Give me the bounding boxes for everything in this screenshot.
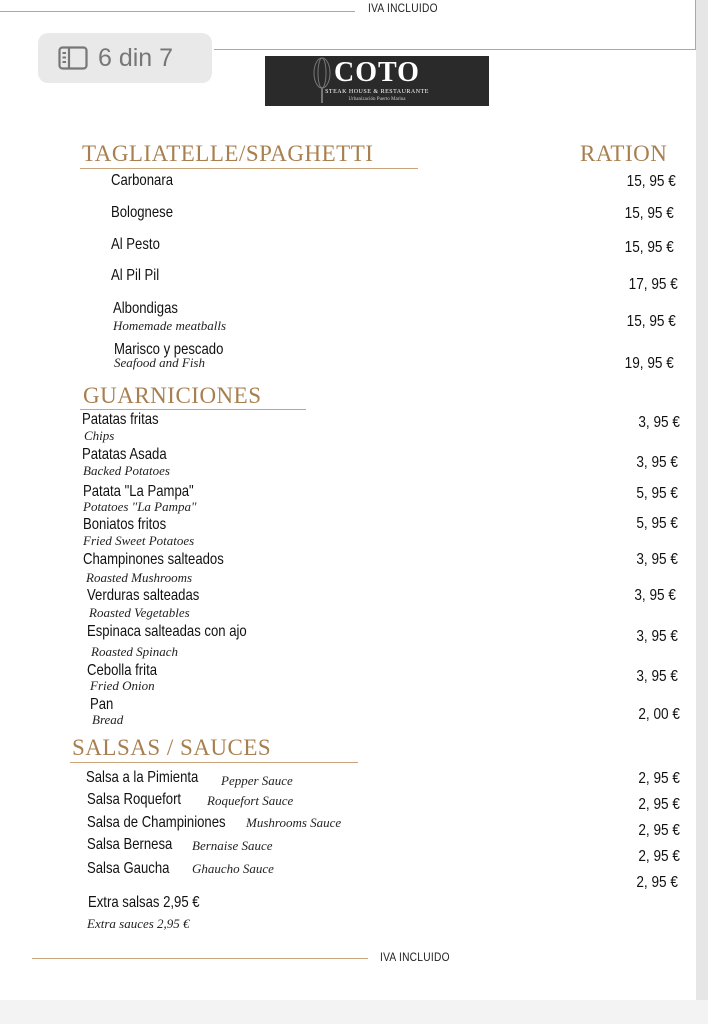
sauce-roquefort: Salsa Roquefort <box>87 791 182 808</box>
price-bolognese: 15, 95 € <box>624 205 674 222</box>
sub-pan: Bread <box>92 712 124 727</box>
menu-item-patatas-asada: Patatas Asada <box>82 446 167 463</box>
section-title-pasta: TAGLIATELLE/SPAGHETTI <box>82 141 374 166</box>
sub-cebolla: Fried Onion <box>90 678 155 693</box>
iva-bottom-label: IVA INCLUIDO <box>380 950 450 964</box>
menu-item-espinaca: Espinaca salteadas con ajo <box>87 623 247 640</box>
menu-item-albondigas: Albondigas <box>113 300 178 317</box>
sub-boniatos-fritos: Fried Sweet Potatoes <box>83 533 195 548</box>
sub-patata-la-pampa: Potatoes "La Pampa" <box>83 499 197 514</box>
sauce-price: 2, 95 € <box>638 796 680 813</box>
page-indicator-text: 6 din 7 <box>98 43 174 72</box>
sauce-sub-champiniones: Mushrooms Sauce <box>246 815 342 830</box>
sauce-price: 2, 95 € <box>638 848 680 865</box>
sauce-price: 2, 95 € <box>636 874 678 891</box>
menu-item-verduras: Verduras salteadas <box>87 587 200 604</box>
price-al-pesto: 15, 95 € <box>624 239 674 256</box>
salsas-rule <box>70 762 358 763</box>
menu-item-al-pesto: Al Pesto <box>111 236 160 253</box>
section-title-guarniciones: GUARNICIONES <box>83 383 262 408</box>
price-espinaca: 3, 95 € <box>636 628 678 645</box>
sauce-sub-gaucha: Ghaucho Sauce <box>192 861 274 876</box>
sauce-champiniones: Salsa de Champiniones <box>87 814 226 831</box>
sub-patatas-asada: Backed Potatoes <box>83 463 170 478</box>
price-patatas-fritas: 3, 95 € <box>638 414 680 431</box>
logo-tagline: Urbanización Puerto Marina <box>348 97 406 102</box>
price-marisco: 19, 95 € <box>624 355 674 372</box>
page-edge-shadow <box>696 0 708 1000</box>
menu-item-cebolla: Cebolla frita <box>87 662 158 679</box>
menu-item-boniatos-fritos: Boniatos fritos <box>83 516 167 533</box>
menu-item-bolognese: Bolognese <box>111 204 174 221</box>
sub-espinaca: Roasted Spinach <box>91 644 179 659</box>
sauce-pimienta: Salsa a la Pimienta <box>86 769 199 786</box>
price-pan: 2, 00 € <box>638 706 680 723</box>
price-carbonara: 15, 95 € <box>626 173 676 190</box>
section-title-salsas: SALSAS / SAUCES <box>72 735 272 760</box>
price-al-pil-pil: 17, 95 € <box>628 276 678 293</box>
footer-rule <box>32 958 368 959</box>
sauce-price: 2, 95 € <box>638 822 680 839</box>
sub-patatas-fritas: Chips <box>84 428 115 443</box>
logo-brand: COTO <box>334 57 420 88</box>
menu-item-carbonara: Carbonara <box>111 172 173 189</box>
price-albondigas: 15, 95 € <box>626 313 676 330</box>
menu-item-al-pil-pil: Al Pil Pil <box>111 267 160 284</box>
sauce-sub-bernesa: Bernaise Sauce <box>192 838 273 853</box>
extra-sauces-sub: Extra sauces 2,95 € <box>87 916 190 931</box>
panel-icon <box>58 46 88 70</box>
price-boniatos-fritos: 5, 95 € <box>636 515 678 532</box>
iva-top-label: IVA INCLUIDO <box>368 1 438 15</box>
sauce-sub-pimienta: Pepper Sauce <box>221 773 293 788</box>
page-indicator[interactable] <box>38 33 212 83</box>
logo-subtitle: STEAK HOUSE & RESTAURANTE <box>325 89 429 95</box>
menu-item-patatas-fritas: Patatas fritas <box>82 411 159 428</box>
sauce-bernesa: Salsa Bernesa <box>87 836 173 853</box>
sub-champinones: Roasted Mushrooms <box>86 570 193 585</box>
extra-sauces: Extra salsas 2,95 € <box>88 894 200 911</box>
sub-marisco: Seafood and Fish <box>114 355 205 370</box>
menu-item-champinones: Champinones salteados <box>83 551 224 568</box>
menu-item-marisco: Marisco y pescado <box>114 341 224 358</box>
next-page-strip <box>0 1000 708 1024</box>
sub-verduras: Roasted Vegetables <box>89 605 190 620</box>
restaurant-logo <box>265 56 489 106</box>
price-cebolla: 3, 95 € <box>636 668 678 685</box>
sauce-gaucha: Salsa Gaucha <box>87 860 170 877</box>
menu-item-pan: Pan <box>90 696 114 713</box>
price-champinones: 3, 95 € <box>636 551 678 568</box>
ration-header: RATION <box>580 141 668 166</box>
top-rule <box>0 11 355 12</box>
price-patata-la-pampa: 5, 95 € <box>636 485 678 502</box>
top-rule-right <box>214 49 696 50</box>
price-verduras: 3, 95 € <box>634 587 676 604</box>
guarniciones-rule <box>80 409 306 410</box>
sub-albondigas: Homemade meatballs <box>113 318 227 333</box>
sauce-price: 2, 95 € <box>638 770 680 787</box>
pasta-rule <box>80 168 418 169</box>
price-patatas-asada: 3, 95 € <box>636 454 678 471</box>
menu-item-patata-la-pampa: Patata "La Pampa" <box>83 483 194 500</box>
sauce-sub-roquefort: Roquefort Sauce <box>207 793 294 808</box>
